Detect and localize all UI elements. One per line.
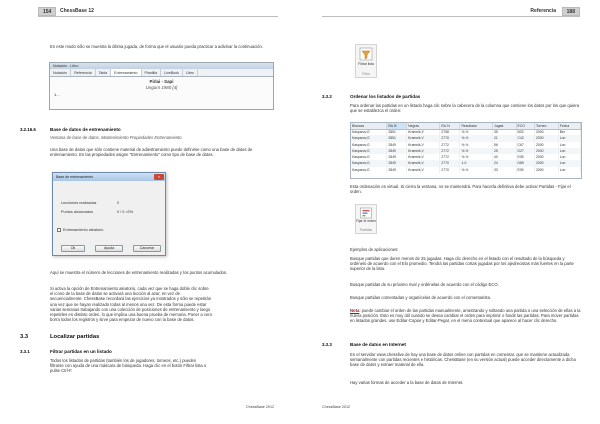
cell: 56 [493, 142, 516, 148]
cell: ½-½ [460, 142, 493, 148]
header-rule [38, 16, 278, 17]
cell: ½-½ [460, 129, 493, 135]
example-1: Busque partidas que duren menos de 25 jugadas. Haga clic derecho en el listado con el resultado de la búsqueda y ordénelo de acuerdo con el Elo promedio. Tendrá las partidas cortas jugadas por los ajedrecistas más fuertes en la parte superior de la lista. [350, 256, 574, 272]
tab-training[interactable]: Entrenamiento [111, 69, 141, 76]
cell: 2849 [387, 167, 407, 173]
section-number: 3.2.16.6 [20, 127, 36, 132]
cancel-button[interactable]: Cancelar [133, 245, 161, 252]
random-training-checkbox[interactable] [57, 228, 103, 233]
cell: Kramnik,V [407, 160, 440, 166]
cell: 2770 [440, 160, 460, 166]
example-3: Busque partidas comentadas y organícelas de acuerdo con el comentarista. [350, 295, 492, 300]
cell: Kasparov,G [351, 129, 387, 135]
example-2: Busque partidas de su próximo rival y ordénelas de acuerdo con el código ECO. [350, 282, 499, 287]
cell: 1-0 [460, 160, 493, 166]
cell: 2851 [387, 129, 407, 135]
col-elo-white[interactable]: Elo B [387, 123, 407, 129]
paragraph-line: secuencialmente. ChessBase recordará las ejercicios ya mostrados y sólo se repetirán [50, 296, 212, 302]
close-icon[interactable]: × [154, 174, 164, 180]
cell: Kasparov,G [351, 148, 387, 154]
cell: C67 [516, 142, 534, 148]
cell: 2772 [440, 142, 460, 148]
paragraph-line: varias semanas trabajando con una colección de posiciones de entrenamiento y luego [50, 306, 211, 312]
tab-template[interactable]: Plantilla [142, 69, 162, 76]
cell: 2772 [440, 154, 460, 160]
cell: 2849 [387, 160, 407, 166]
cell: 2000 [534, 154, 558, 160]
notation-window-title: Notación - Libro [50, 63, 273, 69]
cell: 35 [493, 129, 516, 135]
col-white[interactable]: Blancas [351, 123, 387, 129]
page-number: 188 [562, 7, 580, 16]
cell: ½-½ [460, 148, 493, 154]
lessons-value: 0 [117, 201, 120, 205]
section-title: Localizar partidas [50, 334, 100, 340]
cell: Lon [558, 167, 580, 173]
fix-order-group: Partidas [359, 228, 373, 232]
cell: Kramnik,V [407, 167, 440, 173]
cell: ½-½ [460, 135, 493, 141]
game-event: Ungarn 1980 [4] [145, 84, 178, 90]
internet-db-paragraph: En el servidor www.chesslive.de hay una base de datos online con partidas en comentar, que se mantiene actualizada semanalmente con partidas recientes e históricas. ChessBase (en su versión actual) puede acceder directamente a dicha base de datos y extraer material de ella. [350, 352, 576, 368]
paragraph-line: pulse Ctrl-F. [50, 368, 73, 374]
right-page [300, 0, 600, 424]
dialog-title-bar [53, 173, 165, 181]
cell: Lon [558, 154, 580, 160]
internet-db-paragraph-2: Hay varias formas de acceder a la base de datos de Internet. [350, 380, 464, 385]
cell: Ber [558, 129, 580, 135]
cell: 21 [493, 135, 516, 141]
lessons-label: Lecciones realizadas [61, 201, 97, 205]
left-header [38, 7, 278, 16]
intro-paragraph: En este modo sólo se muestra la última jugada, de forma que el usuario pueda practicar a adivinar la continuación. [50, 44, 263, 49]
col-moves[interactable]: Jugad. [493, 123, 516, 129]
page-number: 154 [38, 7, 56, 16]
filter-list-button[interactable] [355, 44, 377, 78]
cell: Kramnik,V [407, 129, 440, 135]
virtual-sort-paragraph: Esta ordenación es virtual. Si cierra la ventana, no se mantendrá. Para hacerla definitiva debe activar Partidas - Fijar el orden. [350, 184, 571, 195]
tab-book[interactable]: Libro [183, 69, 198, 76]
points-paragraph: Aquí se muestra el número de lecciones de entrenamiento realizadas y los puntos acumulados. [50, 270, 228, 275]
cell: Kasparov,G [351, 160, 387, 166]
cell: 2000 [534, 129, 558, 135]
header-title: ChessBase 12 [60, 8, 94, 14]
cell: 2758 [440, 129, 460, 135]
cell: D85 [516, 160, 534, 166]
cell: 2849 [387, 148, 407, 154]
cell: Lon [558, 135, 580, 141]
tab-notation[interactable]: Notación [50, 69, 71, 76]
cell: Lon [558, 148, 580, 154]
points-value: 0 / 0 =0% [117, 210, 134, 214]
menu-path: Ventana de base de datos, Mantenimiento Propiedades Entrenamiento [50, 135, 182, 140]
cell: Kasparov,G [351, 167, 387, 173]
cell: 2000 [534, 135, 558, 141]
game-move: 1... [54, 92, 60, 97]
filter-paragraph [50, 358, 280, 374]
note-label: Nota [350, 308, 360, 313]
right-header [322, 7, 580, 16]
notation-tabs [50, 69, 273, 77]
cell: 2849 [387, 154, 407, 160]
cell: 2000 [534, 148, 558, 154]
cell: Kasparov,G [351, 135, 387, 141]
cell: Lon [558, 160, 580, 166]
fix-order-button[interactable] [355, 204, 377, 234]
section-title: Base de datos en Internet [350, 342, 406, 347]
help-button[interactable]: Ayuda [95, 245, 123, 252]
cell: 2000 [534, 167, 558, 173]
cell: 24 [493, 160, 516, 166]
cell: Kasparov,G [351, 154, 387, 160]
cell: 25 [493, 148, 516, 154]
tab-reference[interactable]: Referencia [71, 69, 95, 76]
header-title: Referencia [530, 8, 556, 14]
notation-window-screenshot [49, 62, 274, 110]
tab-livebook[interactable]: LiveBook [161, 69, 183, 76]
cell: 2851 [387, 135, 407, 141]
sort-order-icon [360, 207, 373, 219]
section-title: Base de datos de entrenamiento [50, 127, 121, 132]
col-result[interactable]: Resultado [460, 123, 493, 129]
filter-button-label: Filtrar lista [358, 62, 374, 66]
cell: Kramnik,V [407, 142, 440, 148]
cell: D27 [516, 148, 534, 154]
cell: E05 [516, 154, 534, 160]
section-number: 3.3.2 [322, 94, 332, 99]
col-elo-black[interactable]: Elo N [440, 123, 460, 129]
col-date[interactable]: Fecha [558, 123, 580, 129]
paragraph-line: Si activa la opción de Entrenamiento aleatorio, cada vez que se haga doble clic sobre [50, 286, 209, 291]
cell: 2770 [440, 135, 460, 141]
col-event[interactable]: Torneo [534, 123, 558, 129]
dialog-title: Base de entrenamiento [56, 175, 94, 179]
training-dialog [52, 172, 166, 256]
note-paragraph [350, 308, 582, 324]
paragraph-line: borra todos los registros y sirve para empezar de nuevo con la base de datos. [50, 317, 195, 323]
paragraph-line: Todos los listados de partidas (también los de jugadores, torneos, etc.) pueden [50, 358, 197, 363]
cell: 2770 [440, 167, 460, 173]
cell: ½-½ [460, 154, 493, 160]
header-rule [322, 16, 580, 17]
fix-order-label: Fijar el orden [356, 219, 376, 223]
examples-title: Ejemplos de aplicaciones: [350, 247, 399, 252]
game-players: Pirlai - Sapi [149, 79, 174, 84]
filter-icon [359, 47, 373, 61]
cell: Kramnik,V [407, 154, 440, 160]
col-black[interactable]: Negras [407, 123, 440, 129]
ok-button[interactable]: Ok [61, 245, 85, 252]
page-footer: ChessBase 2012 [322, 405, 351, 409]
col-eco[interactable]: ECO [516, 123, 534, 129]
paragraph-line: el icono de la base de datos se activará una lección al azar, en vez de [50, 291, 180, 297]
cell: 33 [493, 167, 516, 173]
cell: B33 [516, 129, 534, 135]
cell: ½-½ [460, 167, 493, 173]
sort-paragraph: Para ordenar las partidas en un listado haga clic sobre la cabecera de la columna que contiene los datos por los que quiera que se establezca el orden: [350, 103, 580, 114]
paragraph-line: una vez que se hayan realizado todas al menos una vez. De esta forma puede estar [50, 301, 207, 307]
section-number: 3.3.1 [20, 349, 30, 354]
cell: 2000 [534, 142, 558, 148]
tab-table[interactable]: Tabla [96, 69, 112, 76]
points-label: Puntos alcanzados [61, 210, 94, 214]
cell: C42 [516, 135, 534, 141]
section-number: 3.3.3 [322, 342, 332, 347]
checkbox-label: Entrenamiento aleatorio [63, 228, 104, 232]
table-row[interactable] [351, 167, 581, 173]
cell: 40 [493, 154, 516, 160]
cell: Kramnik,V [407, 148, 440, 154]
random-training-paragraph [50, 286, 280, 322]
training-db-paragraph: Una base de datos que sólo contiene material de adiestramiento puede definirse como una base de datos de entrenamiento. En las propiedades asigne "Entrenamiento" como tipo de base de datos. [50, 147, 253, 158]
filter-button-group: Filtro [362, 72, 370, 76]
section-number: 3.3 [20, 334, 29, 340]
paragraph-line: filtrarse con ayuda de una máscara de búsqueda. Haga clic en el botón Filtrar lista o [50, 363, 207, 369]
cell: Kasparov,G [351, 142, 387, 148]
paragraph-line: repetirles en distinto orden, lo que implica una buena prueba de memoria. Poner a cero [50, 312, 213, 318]
note-text: : puede cambiar el orden de las partidas manualmente, arrastrando y soltando una partida o una selección de ellas a la nueva posición. Esto es muy útil cuando se desea cambiar el orden para imprimir o fundir las partidas. Para mover partidas en listados grandes, use Editar-Copiar y Editar-Pegar, en el menú contextual que aparece al hacer clic derecho. [350, 308, 581, 324]
cell: 2772 [440, 148, 460, 154]
games-list-table [350, 122, 582, 179]
checkbox-box[interactable] [57, 228, 61, 232]
cell: 2000 [534, 160, 558, 166]
page-footer: ChessBase 2012 [246, 405, 275, 409]
cell: E05 [516, 167, 534, 173]
cell: 2849 [387, 142, 407, 148]
cell: Kramnik,V [407, 135, 440, 141]
section-title: Filtrar partidas en un listado [50, 349, 112, 354]
section-title: Ordenar los listados de partidas [350, 94, 421, 99]
cell: Lon [558, 142, 580, 148]
